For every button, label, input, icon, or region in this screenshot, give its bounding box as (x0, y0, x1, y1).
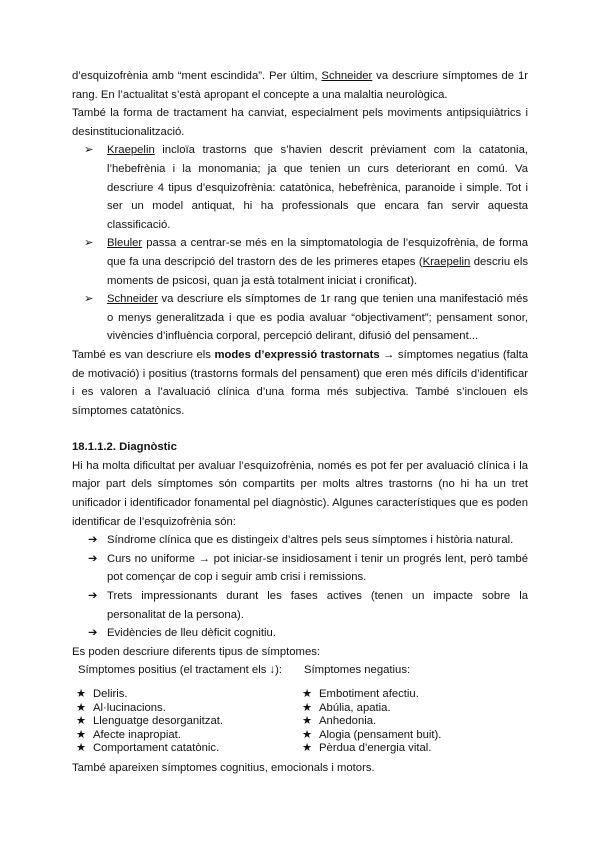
arrow-bullet-icon: ➔ (88, 627, 98, 640)
list-item: ★ Afecte inapropiat. (76, 728, 181, 741)
list-item: ➔ Evidències de lleu dèficit cognitiu. (72, 624, 528, 643)
negative-symptoms (302, 661, 528, 755)
list-item-kraepelin: ➢ Kraepelin incloïa trastorns que s’havien descrit prèviament com la catatonia, l’hebefrènia i la monomania; ja que tenien un curs deteriorant en comú. Va descriure 4 tipus d’esquizofrènia: catatònica, hebefrènica, paranoide i simple. Tot i ser un model antiquat, hi ha professionals que encara fan servir aquesta classificació. (72, 141, 528, 234)
bold-term: modes d’expressió trastornats (214, 348, 380, 361)
list-item: ➔ Curs no uniforme → pot iniciar-se insidiosament i tenir un progrés lent, però també pot començar de cop i seguir amb crisi i remissions. (72, 550, 528, 587)
paragraph-expression-modes: També es van descriure els modes d’expressió trastornats → símptomes negatius (falta de motivació) i positius (trastorns formals del pensament) que eren més difícils d’identificar i es valoren a l’avaluació clínica d’una forma més subjectiva. També s’inclouen els símptomes catatònics. (72, 348, 528, 417)
arrow-bullet-icon: ➢ (84, 144, 94, 157)
positive-symptoms (72, 661, 302, 755)
paragraph-types-intro: Es poden descriure diferents tipus de símptomes: (72, 645, 321, 658)
star-icon: ★ (76, 742, 87, 754)
list-item: ➔ Trets impressionants durant les fases actives (tenen un impacte sobre la personalitat de la persona). (72, 587, 528, 624)
list-item: ★ Abúlia, apatia. (302, 701, 391, 714)
list-item: ★ Alogia (pensament buit). (302, 728, 442, 741)
author-kraepelin-ref: Kraepelin (422, 255, 471, 268)
paragraph-history: d’esquizofrènia amb “ment escindida”. Per últim, Schneider va descriure símptomes de 1r rang. En l’actualitat s’està apropant el concepte a una malaltia neurològica. (72, 70, 528, 101)
list-item: ★ Embotiment afectiu. (302, 688, 419, 700)
star-icon: ★ (302, 688, 313, 700)
section-heading: 18.1.1.2. Diagnòstic (72, 441, 177, 454)
positive-list (76, 688, 302, 756)
list-item: ➔ Síndrome clínica que es distingeix d’altres pels seus símptomes i història natural. (72, 531, 528, 550)
author-schneider: Schneider (321, 70, 373, 82)
list-item: ★ Pèrdua d’energia vital. (302, 742, 432, 754)
star-icon: ★ (76, 688, 87, 700)
positive-heading: Símptomes positius (el tractament els ↓): (78, 664, 283, 677)
negative-list (302, 688, 528, 756)
list-item: ★ Deliris. (76, 688, 128, 700)
paragraph-diagnosis-intro: Hi ha molta dificultat per avaluar l’esquizofrènia, només es pot fer per avaluació clínica i la major part dels símptomes són compartits per molts altres trastorns (no hi ha un tret unificador i identificador fonamental pel diagnòstic). Algunes característiques que es poden identificar de l’esquizofrènia són: (72, 459, 528, 528)
authors-list (72, 141, 528, 346)
star-icon: ★ (302, 742, 313, 754)
list-item: ★ Anhedonia. (302, 715, 377, 727)
page-content (72, 67, 528, 777)
author-schneider: Schneider (107, 293, 158, 306)
list-item-bleuler: ➢ Bleuler passa a centrar-se més en la simptomatologia de l’esquizofrènia, de forma que fa una descripció del trastorn des de les primeres etapes (Kraepelin descriu els moments de psicosi, quan ja està totalment iniciat i cronificat). (72, 234, 528, 290)
arrow-bullet-icon: ➔ (88, 552, 98, 565)
star-icon: ★ (302, 701, 313, 714)
arrow-bullet-icon: ➢ (84, 293, 94, 306)
star-icon: ★ (76, 728, 87, 741)
author-bleuler: Bleuler (107, 237, 143, 250)
paragraph-treatment: També la forma de tractament ha canviat, especialment pels moviments antipsiquiàtrics i desinstitucionalització. (72, 107, 528, 138)
list-item: ★ Llenguatge desorganitzat. (76, 715, 224, 727)
paragraph-closing: També apareixen símptomes cognitius, emocionals i motors. (72, 761, 375, 774)
author-kraepelin: Kraepelin (107, 144, 155, 157)
arrow-bullet-icon: ➔ (88, 534, 98, 547)
negative-heading: Símptomes negatius: (304, 664, 411, 677)
list-item: ★ Comportament catatònic. (76, 742, 220, 754)
star-icon: ★ (302, 715, 313, 727)
list-item: ★ Al·lucinacions. (76, 701, 166, 714)
star-icon: ★ (76, 701, 87, 714)
arrow-bullet-icon: ➢ (84, 237, 94, 250)
list-item-schneider: ➢ Schneider va descriure els símptomes de 1r rang que tenien una manifestació més o menys generalitzada i que es podia avaluar “objectivament”; pensament sonor, vivències d’influència corporal, percepció delirant, difusió del pensament... (72, 290, 528, 346)
symptom-columns (72, 661, 528, 755)
arrow-bullet-icon: ➔ (88, 590, 98, 603)
star-icon: ★ (302, 728, 313, 741)
features-list (72, 531, 528, 643)
star-icon: ★ (76, 715, 87, 727)
